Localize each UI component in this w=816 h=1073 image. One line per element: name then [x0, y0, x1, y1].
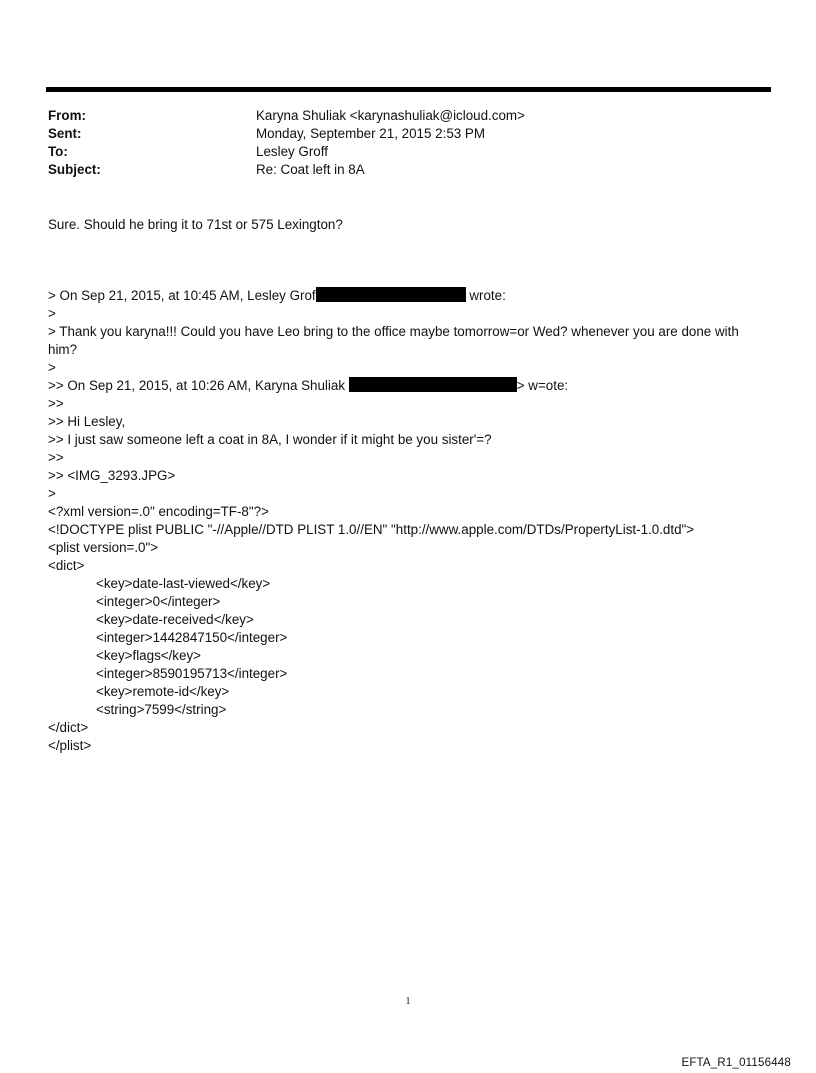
quote-line-3: > Thank you karyna!!! Could you have Leo bring to the office maybe tomorrow=or Wed? whenever you are done with him?: [48, 324, 739, 357]
xml-line-3: <plist version=.0">: [48, 540, 159, 555]
xml-line-7: <key>date-received</key>: [96, 612, 254, 627]
sent-row: [48, 125, 525, 143]
page-number: 1: [405, 996, 411, 1007]
quote-line-5-end: > w=ote:: [516, 378, 569, 393]
xml-line-4: <dict>: [48, 558, 85, 573]
xml-line-6: <integer>0</integer>: [96, 594, 221, 609]
xml-line-8: <integer>1442847150</integer>: [96, 630, 288, 645]
sent-value: Monday, September 21, 2015 2:53 PM: [256, 126, 486, 141]
xml-line-9: <key>flags</key>: [96, 648, 201, 663]
to-label: To:: [48, 144, 68, 159]
sent-label: Sent:: [48, 126, 82, 141]
subject-row: [48, 161, 525, 179]
xml-line-11: <key>remote-id</key>: [96, 684, 230, 699]
from-label: From:: [48, 108, 86, 123]
reply-text: Sure. Should he bring it to 71st or 575 Lexington?: [48, 217, 343, 232]
quote-line-1-start: > On Sep 21, 2015, at 10:45 AM, Lesley Grof: [48, 288, 316, 303]
to-value: Lesley Groff: [256, 144, 328, 159]
quote-line-2: >: [48, 306, 56, 321]
from-value: Karyna Shuliak <karynashuliak@icloud.com>: [256, 108, 525, 123]
xml-line-14: </plist>: [48, 738, 92, 753]
quote-line-7: >> Hi Lesley,: [48, 414, 126, 429]
xml-line-5: <key>date-last-viewed</key>: [96, 576, 271, 591]
xml-line-1: <?xml version=.0" encoding=TF-8"?>: [48, 504, 269, 519]
quote-line-8: >> I just saw someone left a coat in 8A, I wonder if it might be you sister'=?: [48, 432, 492, 447]
quote-line-5-start: >> On Sep 21, 2015, at 10:26 AM, Karyna Shuliak: [48, 378, 349, 393]
quote-line-1: [48, 287, 506, 305]
xml-line-12: <string>7599</string>: [96, 702, 227, 717]
quote-line-10: >> <IMG_3293.JPG>: [48, 468, 176, 483]
document-id: EFTA_R1_01156448: [681, 1057, 791, 1069]
header-divider: [46, 87, 771, 92]
redaction-box: [316, 287, 466, 302]
xml-line-2: <!DOCTYPE plist PUBLIC "-//Apple//DTD PLIST 1.0//EN" "http://www.apple.com/DTDs/PropertyList-1.0.dtd">: [48, 522, 695, 537]
xml-line-10: <integer>8590195713</integer>: [96, 666, 288, 681]
subject-value: Re: Coat left in 8A: [256, 162, 365, 177]
quote-line-11: >: [48, 486, 56, 501]
from-row: [48, 107, 525, 125]
xml-line-13: </dict>: [48, 720, 89, 735]
quote-line-9: >>: [48, 450, 64, 465]
quote-line-5: [48, 377, 568, 395]
redaction-box: [349, 377, 517, 392]
subject-label: Subject:: [48, 162, 101, 177]
quote-line-6: >>: [48, 396, 64, 411]
quote-line-1-end: wrote:: [465, 288, 506, 303]
quote-line-4: >: [48, 360, 56, 375]
email-header: [48, 107, 525, 179]
to-row: [48, 143, 525, 161]
